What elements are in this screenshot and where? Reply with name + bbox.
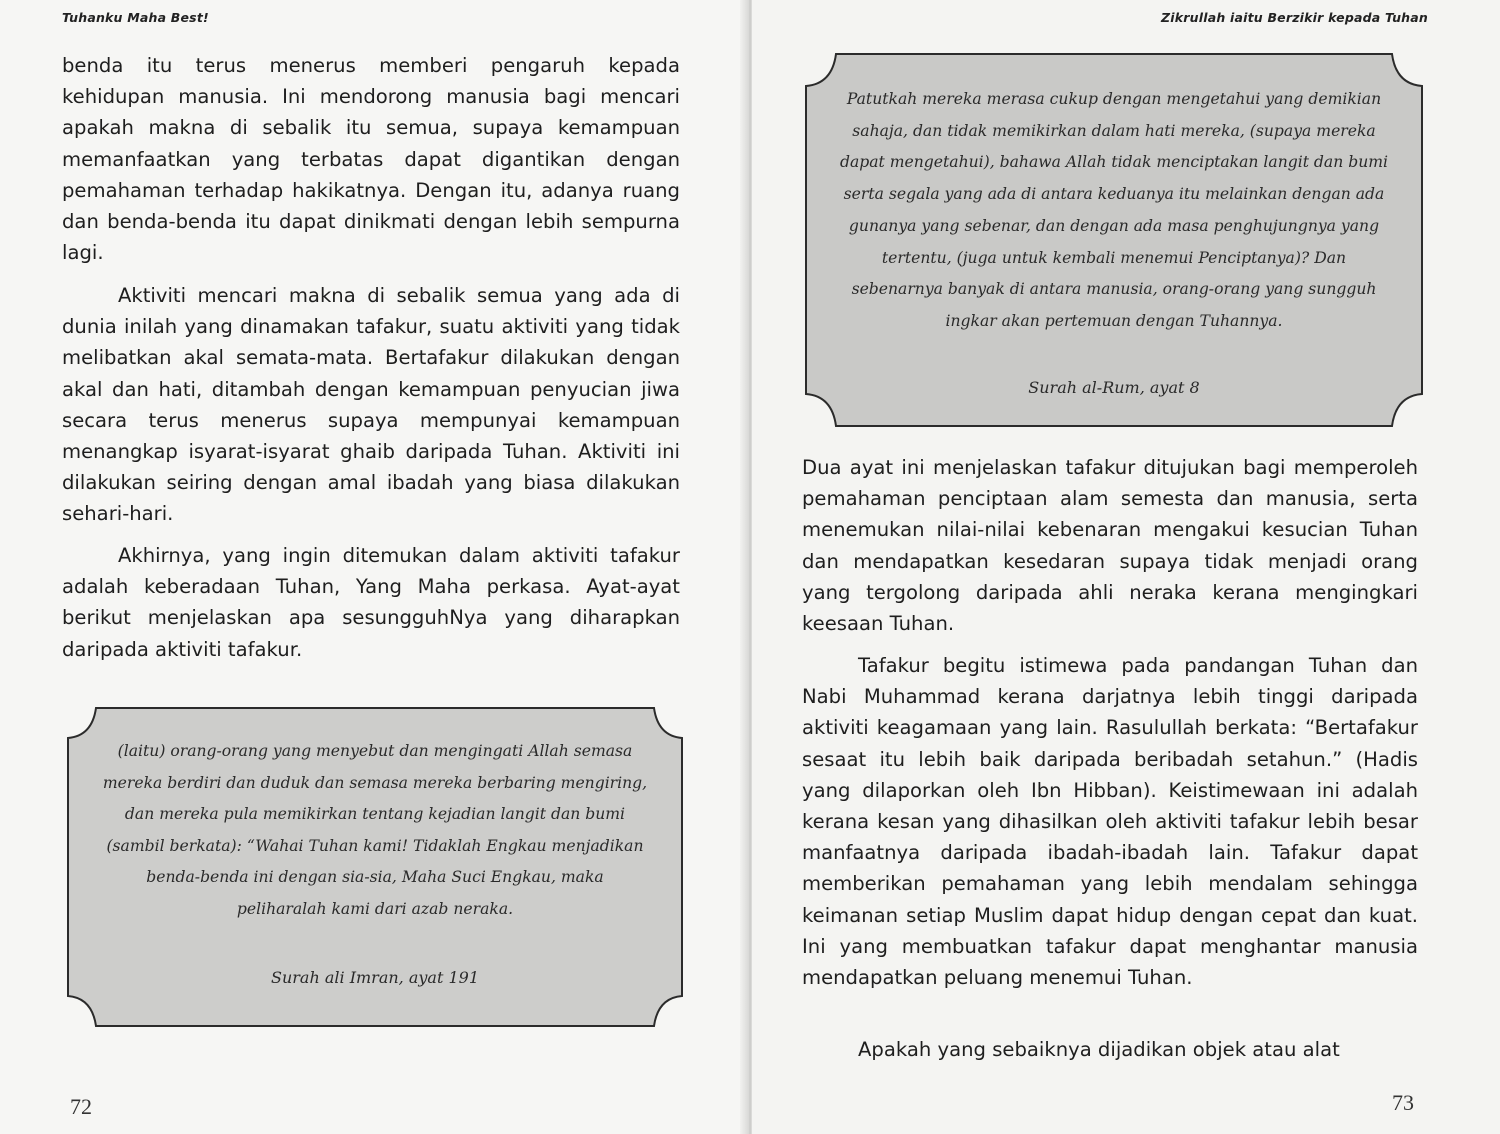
left-page xyxy=(0,0,748,1134)
right-page-number: 73 xyxy=(1392,1090,1414,1115)
right-quote-reference: Surah al-Rum, ayat 8 xyxy=(1028,378,1200,397)
left-quote-text: (laitu) orang-orang yang menyebut dan mengingati Allah semasa mereka berdiri dan duduk dan semasa mereka berbaring mengiring, dan mereka pula memikirkan tentang kejadian langit dan bumi (sambil berkata): “Wahai Tuhan kami! Tidaklah Engkau menjadikan benda-benda ini dengan sia-sia, Maha Suci Engkau, maka peliharalah kami dari azab neraka. xyxy=(102,742,648,918)
left-paragraph-1: benda itu terus menerus memberi pengaruh kepada kehidupan manusia. Ini mendorong manusia bagi mencari apakah makna di sebalik itu semua, supaya kemampuan memanfaatkan yang terbatas dapat digantikan dengan pemahaman terhadap hakikatnya. Dengan itu, adanya ruang dan benda-benda itu dapat dinikmati dengan lebih sempurna lagi. xyxy=(62,54,680,265)
left-page-number: 72 xyxy=(70,1094,92,1119)
left-quote-reference: Surah ali Imran, ayat 191 xyxy=(270,968,480,987)
left-paragraph-3: Akhirnya, yang ingin ditemukan dalam aktiviti tafakur adalah keberadaan Tuhan, Yang Maha perkasa. Ayat-ayat berikut menjelaskan apa sesungguhNya yang diharapkan daripada aktiviti tafakur. xyxy=(62,544,680,661)
right-paragraph-1: Dua ayat ini menjelaskan tafakur ditujukan bagi memperoleh pemahaman penciptaan alam semesta dan manusia, serta menemukan nilai-nilai kebenaran mengakui kesucian Tuhan dan mendapatkan kesedaran supaya tidak menjadi orang yang tergolong daripada ahli neraka kerana mengingkari keesaan Tuhan. xyxy=(802,456,1418,636)
left-quote-box xyxy=(66,706,684,1028)
right-quote-box xyxy=(804,52,1424,428)
right-page xyxy=(752,0,1500,1134)
left-running-head: Tuhanku Maha Best! xyxy=(62,10,209,25)
right-running-head: Zikrullah iaitu Berzikir kepada Tuhan xyxy=(1161,10,1428,25)
right-paragraph-2: Tafakur begitu istimewa pada pandangan Tuhan dan Nabi Muhammad kerana darjatnya lebih tinggi daripada aktiviti keagamaan yang lain. Rasulullah berkata: “Bertafakur sesaat itu lebih baik daripada beribadah setahun.” (Hadis yang dilaporkan oleh Ibn Hibban). Keistimewaan ini adalah kerana kesan yang dihasilkan oleh aktiviti tafakur lebih besar manfaatnya daripada ibadah-ibadah lain. Tafakur dapat memberikan pemahaman yang lebih mendalam sehingga keimanan setiap Muslim dapat hidup dengan cepat dan kuat. Ini yang membuatkan tafakur dapat menghantar manusia mendapatkan peluang menemui Tuhan. xyxy=(802,654,1418,990)
right-paragraph-3: Apakah yang sebaiknya dijadikan objek atau alat xyxy=(858,1038,1340,1061)
right-quote-text: Patutkah mereka merasa cukup dengan mengetahui yang demikian sahaja, dan tidak memikirkan dalam hati mereka, (supaya mereka dapat mengetahui), bahawa Allah tidak menciptakan langit dan bumi serta segala yang ada di antara keduanya itu melainkan dengan ada gunanya yang sebenar, dan dengan ada masa penghujungnya yang tertentu, (juga untuk kembali menemui Penciptanya)? Dan sebenarnya banyak di antara manusia, orang-orang yang sungguh ingkar akan pertemuan dengan Tuhannya. xyxy=(839,90,1389,330)
left-paragraph-2: Aktiviti mencari makna di sebalik semua yang ada di dunia inilah yang dinamakan tafakur, suatu aktiviti yang tidak melibatkan akal semata-mata. Bertafakur dilakukan dengan akal dan hati, ditambah dengan kemampuan penyucian jiwa secara terus menerus supaya mempunyai kemampuan menangkap isyarat-isyarat ghaib daripada Tuhan. Aktiviti ini dilakukan seiring dengan amal ibadah yang biasa dilakukan sehari-hari. xyxy=(62,284,680,526)
